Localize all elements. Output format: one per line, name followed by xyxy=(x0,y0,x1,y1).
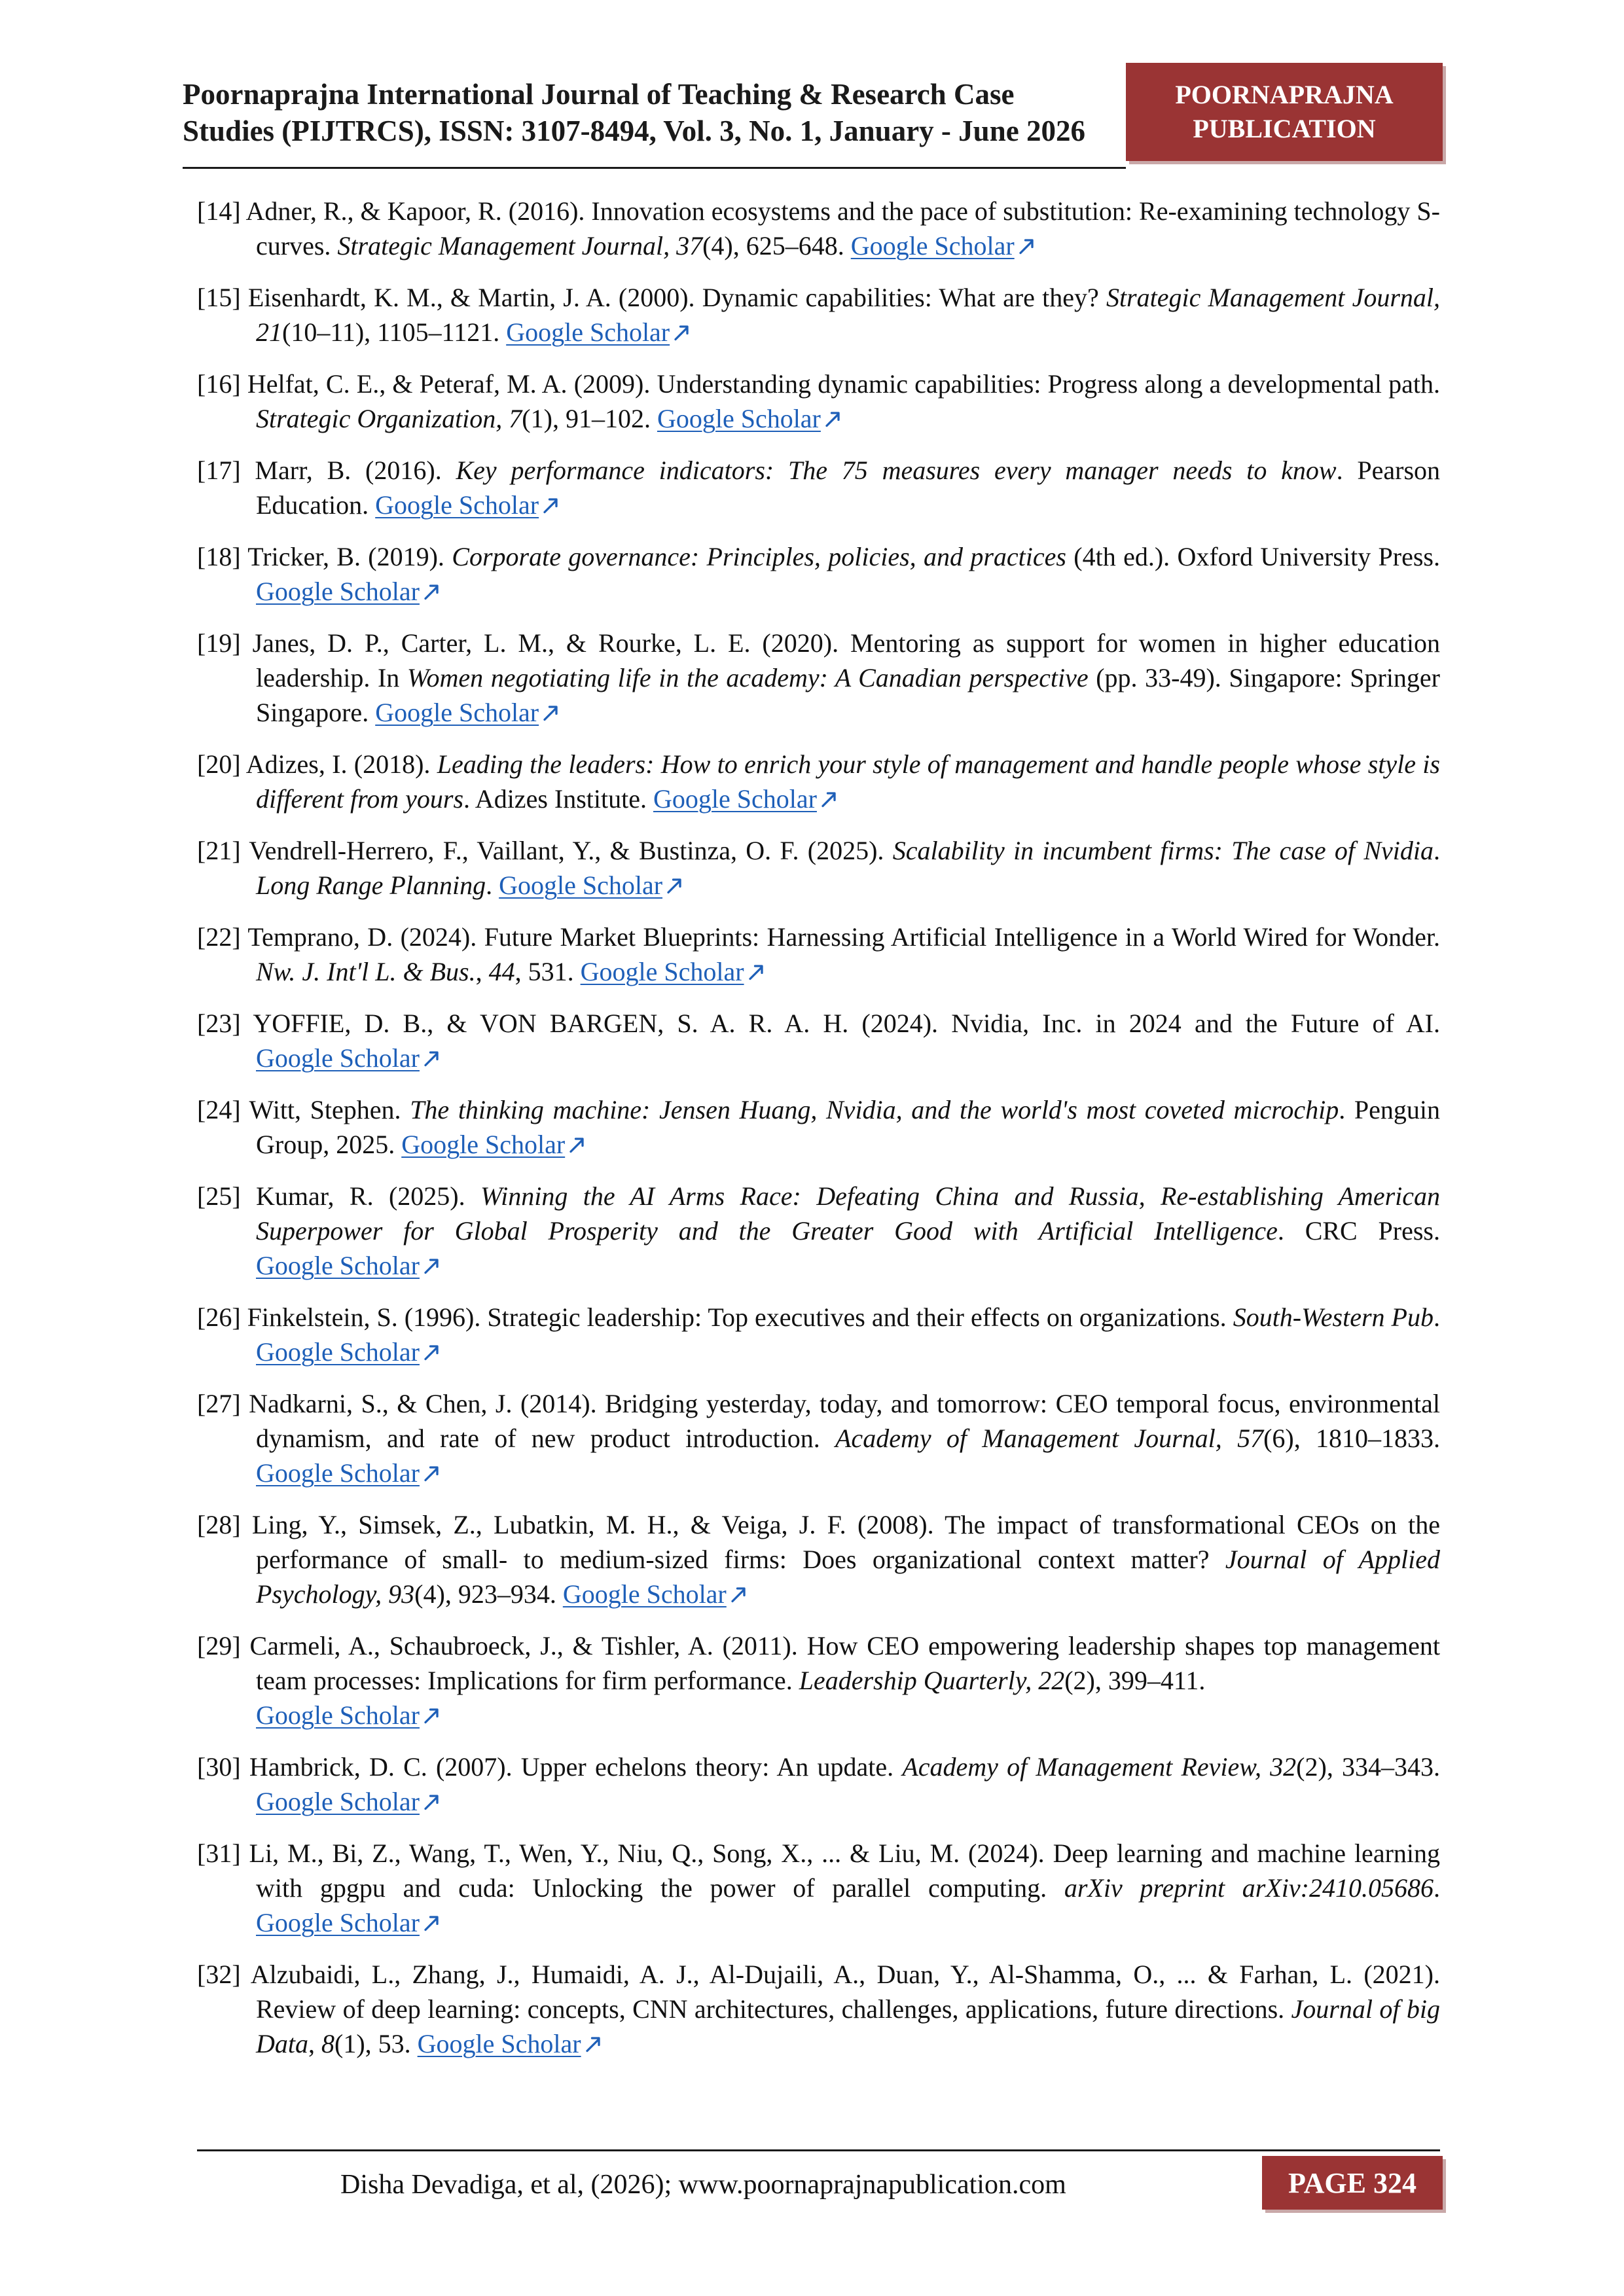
reference-text: [14] Adner, R., & Kapoor, R. (2016). Innovation ecosystems and the pace of substitution: Re-examining technology S-curves. xyxy=(197,196,1440,260)
google-scholar-link[interactable] xyxy=(375,490,560,520)
journal-title-line-2: Studies (PIJTRCS), ISSN: 3107-8494, Vol. 3, No. 1, January - June 2026 xyxy=(183,115,1085,147)
google-scholar-link[interactable] xyxy=(256,1043,441,1073)
reference-title-italic: Strategic Management Journal, 37 xyxy=(337,231,703,260)
google-scholar-link[interactable] xyxy=(256,1787,441,1816)
external-link-icon xyxy=(422,1049,441,1068)
reference-text: (4), 923–934. xyxy=(414,1579,563,1609)
reference-text: [30] Hambrick, D. C. (2007). Upper echelons theory: An update. xyxy=(197,1752,903,1782)
google-scholar-link-label: Google Scholar xyxy=(256,1251,420,1280)
footer-citation: Disha Devadiga, et al, (2026); www.poornaprajnapublication.com xyxy=(340,2170,1066,2200)
reference-text: [28] Ling, Y., Simsek, Z., Lubatkin, M. H., & Veiga, J. F. (2008). The impact of transformational CEOs on the performance of small- to medium-sized firms: Does organizational context matter? xyxy=(197,1510,1440,1574)
external-link-icon xyxy=(422,1913,441,1933)
reference-title-italic: The thinking machine: Jensen Huang, Nvidia, and the world's most coveted microchip xyxy=(410,1095,1339,1124)
reference-title-italic: Leadership Quarterly, 22 xyxy=(799,1666,1065,1695)
external-link-icon xyxy=(819,789,839,809)
google-scholar-link-label: Google Scholar xyxy=(653,784,817,814)
google-scholar-link-label: Google Scholar xyxy=(256,1043,420,1073)
reference-text: . Penguin Group, 2025. xyxy=(256,1095,1440,1159)
external-link-icon xyxy=(746,962,766,982)
reference-text: [22] Temprano, D. (2024). Future Market Blueprints: Harnessing Artificial Intelligence in a World Wired for Wonder. xyxy=(197,922,1440,952)
reference-item xyxy=(197,1507,1440,1611)
reference-text: [27] Nadkarni, S., & Chen, J. (2014). Bridging yesterday, today, and tomorrow: CEO temporal focus, environmental dynamism, and rate of new product introduction. xyxy=(197,1389,1440,1453)
reference-text: (4), 625–648. xyxy=(702,231,851,260)
reference-title-italic: Strategic Management Journal, 21 xyxy=(256,283,1440,347)
reference-title-italic: Women negotiating life in the academy: A Canadian perspective xyxy=(406,663,1089,692)
external-link-icon xyxy=(664,876,684,895)
header-divider xyxy=(183,167,1126,169)
reference-text: (2), 334–343. xyxy=(1296,1752,1441,1782)
reference-text: . xyxy=(1434,836,1440,865)
reference-title-italic: 8 xyxy=(321,2029,334,2058)
google-scholar-link[interactable] xyxy=(418,2029,603,2058)
reference-title-italic: Academy of Management Journal, 57 xyxy=(835,1424,1264,1453)
external-link-icon xyxy=(422,1342,441,1362)
google-scholar-link[interactable] xyxy=(256,577,441,606)
publisher-badge-line-1: POORNAPRAJNA xyxy=(1175,80,1394,109)
reference-text: . Adizes Institute. xyxy=(463,784,653,814)
google-scholar-link-label: Google Scholar xyxy=(506,317,670,347)
reference-title-italic: South-Western Pub xyxy=(1233,1302,1434,1332)
reference-text: [20] Adizes, I. (2018). xyxy=(197,749,437,779)
reference-text: (6), 1810–1833. xyxy=(1263,1424,1440,1453)
reference-text: . CRC Press. xyxy=(1277,1216,1440,1246)
reference-text: [18] Tricker, B. (2019). xyxy=(197,542,452,571)
reference-text: [16] Helfat, C. E., & Peteraf, M. A. (2009). Understanding dynamic capabilities: Progress along a developmental path. xyxy=(197,369,1440,399)
reference-text: . xyxy=(486,870,499,900)
reference-text: (4th ed.). Oxford University Press. xyxy=(1066,542,1440,571)
journal-title-line-1: Poornaprajna International Journal of Teaching & Research Case xyxy=(183,78,1015,111)
google-scholar-link-label: Google Scholar xyxy=(850,231,1015,260)
reference-title-italic: Corporate governance: Principles, policies, and practices xyxy=(452,542,1066,571)
reference-item xyxy=(197,833,1440,903)
google-scholar-link-label: Google Scholar xyxy=(256,1700,420,1730)
external-link-icon xyxy=(672,323,691,342)
reference-text: , xyxy=(308,2029,321,2058)
google-scholar-link[interactable] xyxy=(256,1908,441,1937)
reference-text: . xyxy=(1434,1873,1440,1903)
reference-title-italic: Nw. J. Int'l L. & Bus. xyxy=(256,957,476,986)
external-link-icon xyxy=(541,495,560,515)
reference-title-italic: Academy of Management Review, 32 xyxy=(902,1752,1297,1782)
external-link-icon xyxy=(1017,236,1036,256)
google-scholar-link-label: Google Scholar xyxy=(256,1458,420,1488)
external-link-icon xyxy=(422,1256,441,1276)
google-scholar-link[interactable] xyxy=(851,231,1036,260)
reference-item xyxy=(197,1179,1440,1283)
google-scholar-link[interactable] xyxy=(375,698,560,727)
reference-text: , 531. xyxy=(514,957,581,986)
reference-item xyxy=(197,453,1440,522)
reference-item xyxy=(197,1092,1440,1162)
google-scholar-link[interactable] xyxy=(506,317,691,347)
reference-text: (10–11), 1105–1121. xyxy=(282,317,507,347)
reference-text: . xyxy=(1433,1302,1440,1332)
reference-text: (1), 53. xyxy=(334,2029,418,2058)
google-scholar-link-label: Google Scholar xyxy=(256,1908,420,1937)
reference-title-italic: Journal of Applied Psychology, 93 xyxy=(256,1545,1440,1609)
reference-link-line xyxy=(256,1698,1440,1732)
reference-item xyxy=(197,194,1440,263)
google-scholar-link-label: Google Scholar xyxy=(375,490,539,520)
google-scholar-link-label: Google Scholar xyxy=(417,2029,581,2058)
google-scholar-link-label: Google Scholar xyxy=(401,1130,566,1159)
google-scholar-link-label: Google Scholar xyxy=(256,1787,420,1816)
publisher-badge xyxy=(1126,63,1443,161)
reference-title-italic: Scalability in incumbent firms: The case of Nvidia xyxy=(892,836,1434,865)
google-scholar-link[interactable] xyxy=(581,957,766,986)
google-scholar-link-label: Google Scholar xyxy=(562,1579,727,1609)
google-scholar-link[interactable] xyxy=(499,870,684,900)
google-scholar-link-label: Google Scholar xyxy=(499,870,663,900)
reference-text: [15] Eisenhardt, K. M., & Martin, J. A. (2000). Dynamic capabilities: What are they? xyxy=(197,283,1106,312)
reference-text: . Pearson Education. xyxy=(256,456,1441,520)
reference-list xyxy=(197,194,1440,2078)
google-scholar-link[interactable] xyxy=(657,404,842,433)
reference-text: [24] Witt, Stephen. xyxy=(197,1095,410,1124)
google-scholar-link-label: Google Scholar xyxy=(657,404,821,433)
external-link-icon xyxy=(422,1792,441,1812)
google-scholar-link-label: Google Scholar xyxy=(256,1337,420,1367)
reference-item xyxy=(197,1628,1440,1732)
reference-title-italic: 44 xyxy=(488,957,515,986)
reference-item xyxy=(197,626,1440,730)
reference-text: [25] Kumar, R. (2025). xyxy=(197,1181,481,1211)
reference-title-italic: Leading the leaders: How to enrich your style of management and handle people whose style is different from yours xyxy=(256,749,1440,814)
footer-divider xyxy=(197,2149,1440,2151)
google-scholar-link[interactable] xyxy=(563,1579,748,1609)
page-number-badge: PAGE 324 xyxy=(1262,2156,1443,2210)
reference-text: [29] Carmeli, A., Schaubroeck, J., & Tishler, A. (2011). How CEO empowering leadership shapes top management team processes: Implications for firm performance. xyxy=(197,1631,1440,1695)
reference-item xyxy=(197,1836,1440,1940)
google-scholar-link-label: Google Scholar xyxy=(256,577,420,606)
journal-title xyxy=(183,76,1145,149)
external-link-icon xyxy=(567,1135,586,1155)
reference-item xyxy=(197,280,1440,350)
reference-title-italic: Winning the AI Arms Race: Defeating China and Russia, Re-establishing American Superpower for Global Prosperity and the Greater Good with Artificial Intelligence xyxy=(256,1181,1441,1246)
reference-text: [26] Finkelstein, S. (1996). Strategic leadership: Top executives and their effects on organizations. xyxy=(197,1302,1233,1332)
reference-text: [17] Marr, B. (2016). xyxy=(197,456,456,485)
external-link-icon xyxy=(583,2034,603,2054)
external-link-icon xyxy=(422,1706,441,1725)
reference-item xyxy=(197,1006,1440,1075)
reference-text: [21] Vendrell-Herrero, F., Vaillant, Y., & Bustinza, O. F. (2025). xyxy=(197,836,893,865)
reference-item xyxy=(197,1300,1440,1369)
google-scholar-link-label: Google Scholar xyxy=(580,957,744,986)
reference-item xyxy=(197,1957,1440,2061)
reference-text: (2), 399–411. xyxy=(1064,1666,1206,1695)
external-link-icon xyxy=(729,1585,748,1604)
google-scholar-link[interactable] xyxy=(401,1130,586,1159)
reference-title-italic: Strategic Organization, 7 xyxy=(256,404,522,433)
external-link-icon xyxy=(541,703,560,723)
reference-text: (1), 91–102. xyxy=(522,404,657,433)
google-scholar-link[interactable] xyxy=(256,1458,441,1488)
reference-item xyxy=(197,539,1440,609)
publisher-badge-line-2: PUBLICATION xyxy=(1193,114,1376,143)
external-link-icon xyxy=(422,582,441,601)
reference-text: [23] YOFFIE, D. B., & VON BARGEN, S. A. R. A. H. (2024). Nvidia, Inc. in 2024 and the Future of AI. xyxy=(197,1009,1440,1038)
reference-item xyxy=(197,747,1440,816)
reference-text: [19] Janes, D. P., Carter, L. M., & Rourke, L. E. (2020). Mentoring as support for women in higher education leadership. In xyxy=(197,628,1440,692)
reference-title-italic: Journal of big Data xyxy=(256,1994,1440,2058)
reference-text: , xyxy=(475,957,489,986)
google-scholar-link[interactable] xyxy=(653,784,839,814)
google-scholar-link[interactable] xyxy=(256,1700,441,1730)
reference-item xyxy=(197,920,1440,989)
reference-title-italic: arXiv preprint arXiv:2410.05686 xyxy=(1064,1873,1434,1903)
external-link-icon xyxy=(823,409,842,429)
google-scholar-link[interactable] xyxy=(256,1337,441,1367)
google-scholar-link[interactable] xyxy=(256,1251,441,1280)
reference-item xyxy=(197,1749,1440,1819)
google-scholar-link-label: Google Scholar xyxy=(375,698,539,727)
reference-item xyxy=(197,1386,1440,1490)
reference-text: [31] Li, M., Bi, Z., Wang, T., Wen, Y., Niu, Q., Song, X., ... & Liu, M. (2024). Deep learning and machine learning with gpgpu and cuda: Unlocking the power of parallel computing. xyxy=(197,1839,1440,1903)
reference-title-italic: Long Range Planning xyxy=(256,870,486,900)
reference-title-italic: Key performance indicators: The 75 measures every manager needs to know xyxy=(456,456,1337,485)
external-link-icon xyxy=(422,1463,441,1483)
reference-item xyxy=(197,367,1440,436)
reference-text: [32] Alzubaidi, L., Zhang, J., Humaidi, A. J., Al-Dujaili, A., Duan, Y., Al-Shamma, O., ... & Farhan, L. (2021). Review of deep learning: concepts, CNN architectures, challenges, applications, future directions. xyxy=(197,1960,1440,2024)
reference-text: (pp. 33-49). Singapore: Springer Singapore. xyxy=(256,663,1441,727)
